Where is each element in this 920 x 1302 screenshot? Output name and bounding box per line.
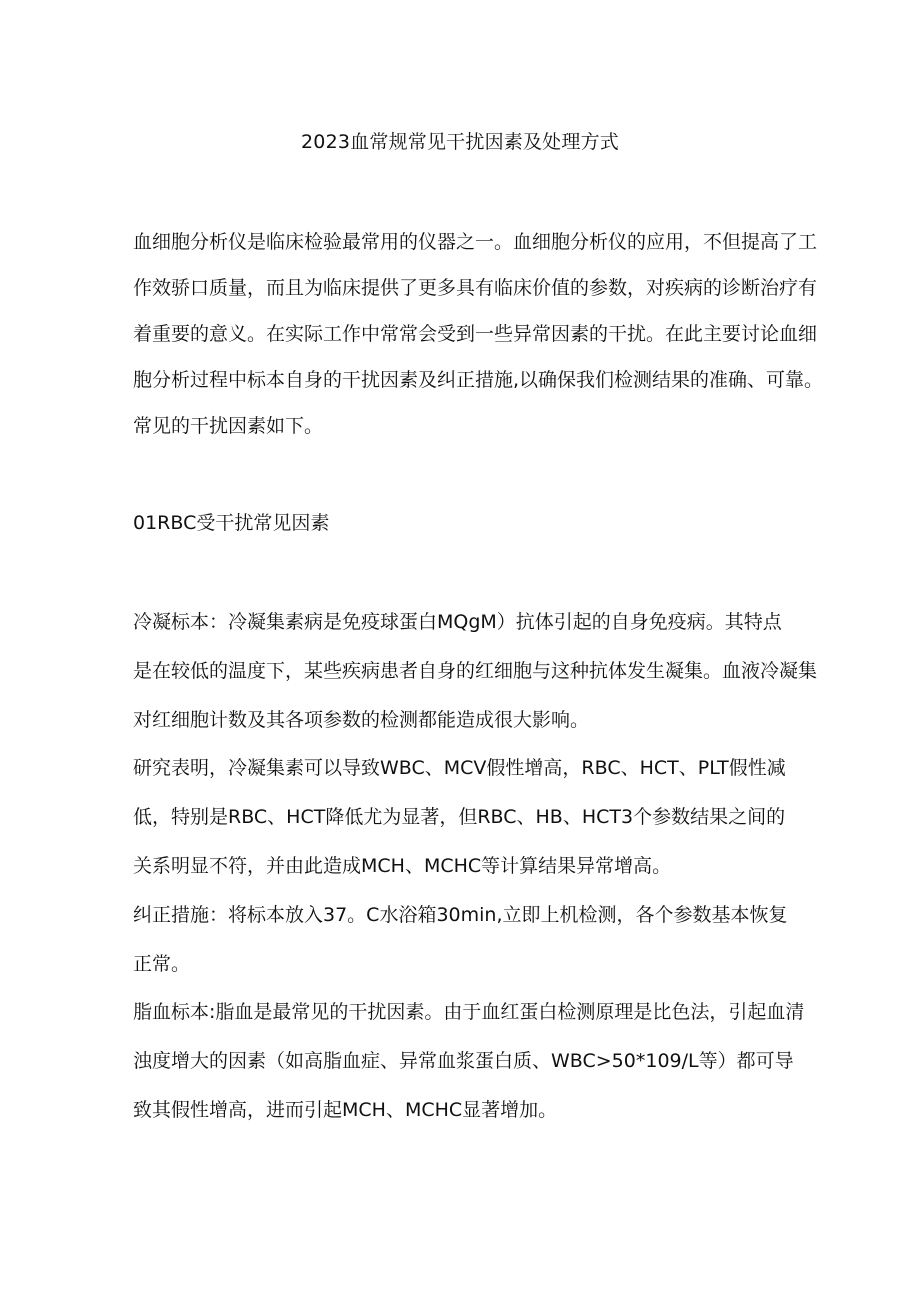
text-line: 胞分析过程中标本自身的干扰因素及纠正措施,以确保我们检测结果的准确、可靠。: [133, 369, 824, 391]
text-line: 致其假性增高，进而引起MCH、MCHC显著增加。: [133, 1098, 558, 1121]
page-title: 2023血常规常见干扰因素及处理方式: [301, 131, 619, 153]
text-line: 研究表明，冷凝集素可以导致WBC、MCV假性增高，RBC、HCT、PLT假性减: [133, 757, 786, 780]
text-line: 作效骄口质量，而且为临床提供了更多具有临床价值的参数，对疾病的诊断治疗有: [133, 277, 818, 299]
section-heading: 01RBC受干扰常见因素: [133, 512, 330, 534]
text-line: 纠正措施：将标本放入37。C水浴箱30min,立即上机检测，各个参数基本恢复: [133, 903, 788, 926]
text-line: 脂血标本:脂血是最常见的干扰因素。由于血红蛋白检测原理是比色法，引起血清: [133, 1001, 805, 1024]
text-line: 是在较低的温度下，某些疾病患者自身的红细胞与这种抗体发生凝集。血液冷凝集: [133, 659, 818, 682]
text-line: 浊度增大的因素（如高脂血症、异常血浆蛋白质、WBC>50*109/L等）都可导: [133, 1050, 794, 1073]
text-line: 低，特别是RBC、HCT降低尤为显著，但RBC、HB、HCT3个参数结果之间的: [133, 806, 786, 829]
text-line: 常见的干扰因素如下。: [133, 415, 324, 437]
text-line: 着重要的意义。在实际工作中常常会受到一些异常因素的干扰。在此主要讨论血细: [133, 323, 818, 345]
text-line: 正常。: [133, 952, 191, 975]
text-line: 对红细胞计数及其各项参数的检测都能造成很大影响。: [133, 708, 590, 731]
text-line: 关系明显不符，并由此造成MCH、MCHC等计算结果异常增高。: [133, 854, 672, 877]
section-body: [133, 598, 818, 1135]
text-line: 冷凝标本：冷凝集素病是免疫球蛋白MQgM）抗体引起的自身免疫病。其特点: [133, 611, 782, 633]
text-line: 血细胞分析仪是临床检验最常用的仪器之一。血细胞分析仪的应用，不但提高了工: [133, 231, 818, 253]
intro-paragraph: [133, 219, 824, 449]
